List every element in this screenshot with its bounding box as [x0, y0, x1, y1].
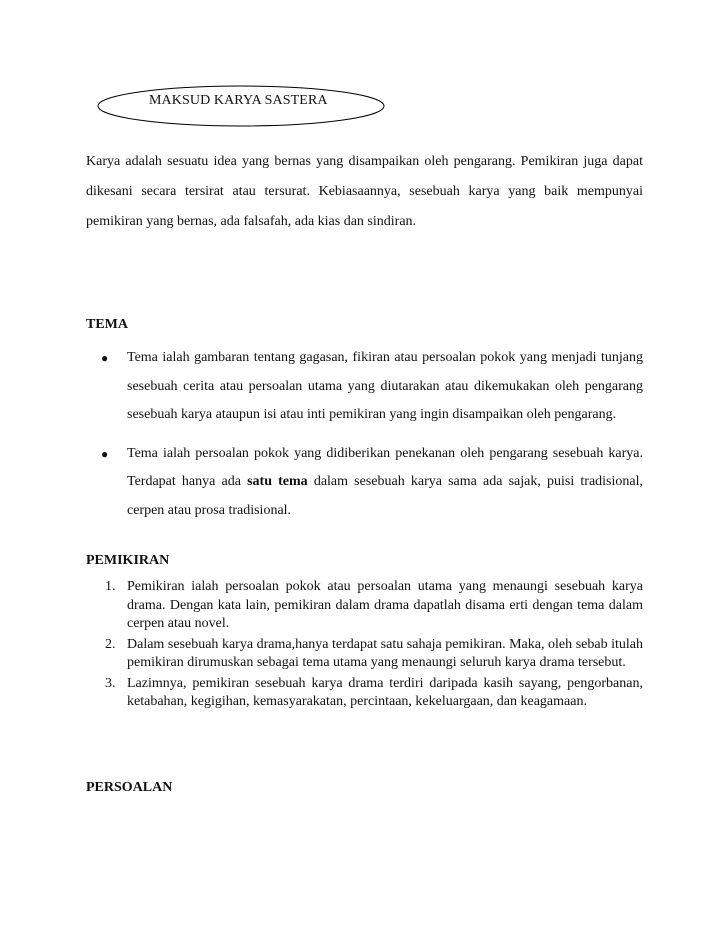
pemikiran-numbered-list [86, 578, 643, 714]
list-item [86, 440, 643, 526]
title-oval [96, 84, 386, 128]
list-item [86, 578, 643, 634]
bullet-text-bold: satu tema [247, 474, 308, 489]
list-number: 1. [105, 579, 116, 594]
bullet-text: Tema ialah gambaran tentang gagasan, fikiran atau persoalan pokok yang menjadi tunjang sesebuah cerita atau persoalan utama yang diutarakan atau dikemukakan oleh pengarang sesebuah karya ataupun isi atau inti pemikiran yang ingin disampaikan oleh pengarang. [127, 350, 643, 422]
intro-paragraph: Karya adalah sesuatu idea yang bernas yang disampaikan oleh pengarang. Pemikiran juga dapat dikesani secara tersirat atau tersurat. Kebiasaannya, sesebuah karya yang baik mempunyai pemikiran yang bernas, ada falsafah, ada kias dan sindiran. [86, 154, 643, 229]
heading-persoalan: PERSOALAN [86, 780, 173, 795]
bullet-icon: ● [101, 351, 109, 365]
tema-bullet-list [86, 344, 643, 535]
list-item [86, 344, 643, 430]
heading-tema: TEMA [86, 317, 128, 332]
list-item [86, 636, 643, 673]
list-number: 3. [105, 675, 116, 691]
bullet-text-after: dalam sesebuah karya sama ada sajak, puisi tradisional, cerpen atau prosa tradisional. [127, 474, 643, 518]
list-item-text: Dalam sesebuah karya drama,hanya terdapat satu sahaja pemikiran. Maka, oleh sebab itulah pemikiran dirumuskan sebagai tema utama yang menaungi seluruh karya drama tersebut. [127, 636, 643, 670]
list-item-text: Lazimnya, pemikiran sesebuah karya drama terdiri daripada kasih sayang, pengorbanan, ketabahan, kegigihan, kemasyarakatan, percintaan, kekeluargaan, dan keagamaan. [127, 675, 643, 709]
bullet-text-before: Tema ialah persoalan pokok yang didiberikan penekanan oleh pengarang sesebuah karya. Terdapat hanya ada [127, 445, 643, 489]
document-title: MAKSUD KARYA SASTERA [149, 93, 328, 108]
heading-pemikiran: PEMIKIRAN [86, 553, 170, 568]
bullet-icon: ● [101, 446, 109, 461]
list-item [86, 675, 643, 712]
list-item-text: Pemikiran ialah persoalan pokok atau persoalan utama yang menaungi sesebuah karya drama. Dengan kata lain, pemikiran dalam drama dapatlah disama erti dengan tema dalam cerpen atau novel. [127, 579, 643, 631]
list-number: 2. [105, 636, 116, 652]
